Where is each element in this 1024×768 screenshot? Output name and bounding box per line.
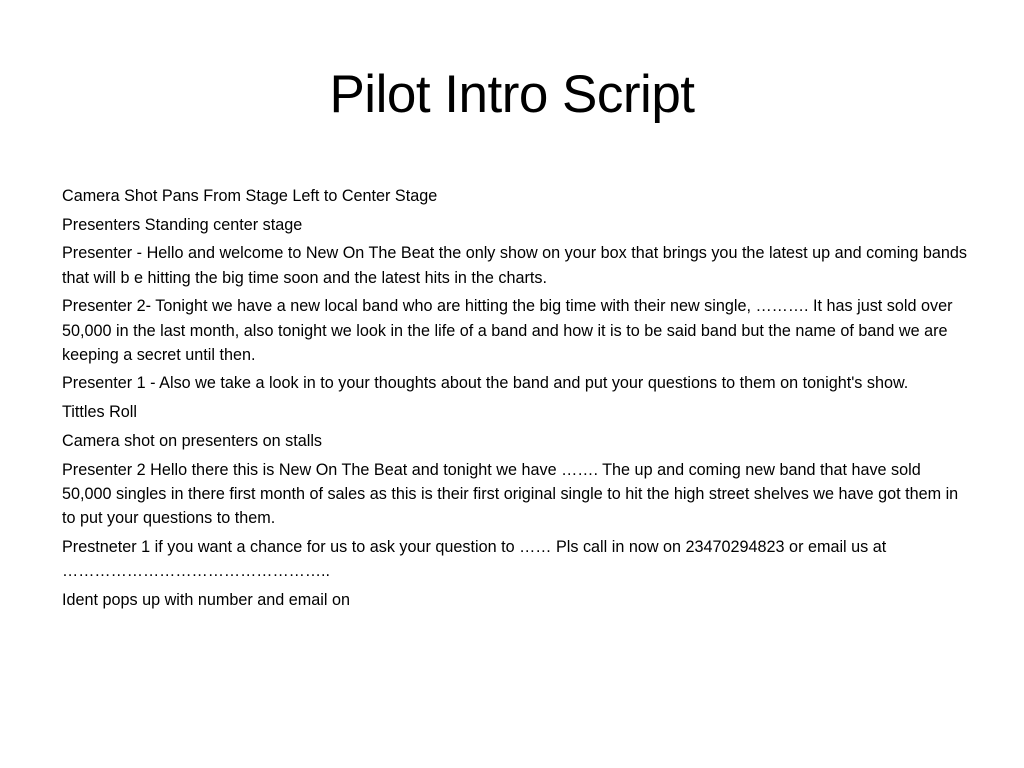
script-line-presenter-1-call-in: Prestneter 1 if you want a chance for us to ask your question to …… Pls call in now on 23470294823 or email us at ………………………………………….. xyxy=(62,537,887,580)
script-line-presenter-welcome: Presenter - Hello and welcome to New On The Beat the only show on your box that brings you the latest up and coming bands that will b e hitting the big time soon and the latest hits in the charts. xyxy=(62,244,967,287)
script-line-camera-pan: Camera Shot Pans From Stage Left to Center Stage xyxy=(62,187,438,205)
slide-title: Pilot Intro Script xyxy=(329,65,695,124)
script-line-titles-roll: Tittles Roll xyxy=(62,403,137,422)
slide-body xyxy=(62,184,967,616)
script-line-presenter-2-tonight: Presenter 2- Tonight we have a new local band who are hitting the big time with their new single, ………. It has just sold over 50,000 in the last month, also tonight we look in the life of a band and how it is to be said band but the name of band we are keeping a secret until then. xyxy=(62,297,953,364)
script-line-camera-stalls: Camera shot on presenters on stalls xyxy=(62,431,323,450)
script-line-ident: Ident pops up with number and email on xyxy=(62,590,350,609)
script-line-presenters-standing: Presenters Standing center stage xyxy=(62,215,303,234)
script-line-presenter-2-hello: Presenter 2 Hello there this is New On The Beat and tonight we have ……. The up and coming new band that have sold 50,000 singles in there first month of sales as this is their first original single to hit the high street shelves we have got them in to put your questions to them. xyxy=(62,460,959,527)
script-line-presenter-1-thoughts: Presenter 1 - Also we take a look in to your thoughts about the band and put your questions to them on tonight's show. xyxy=(62,374,909,393)
